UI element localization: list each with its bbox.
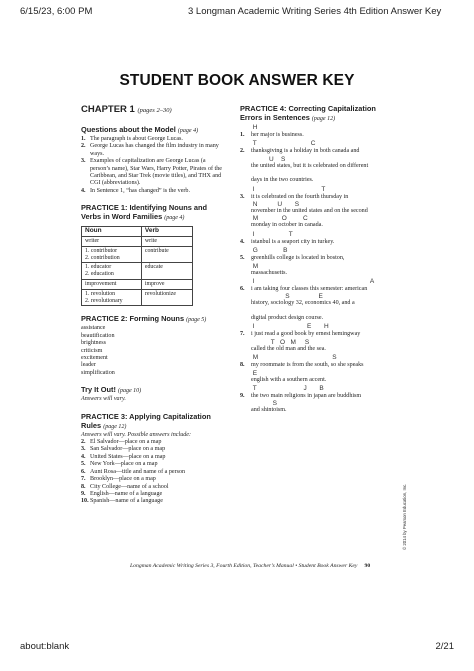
tryit-heading: Try It Out! (page 10): [81, 385, 142, 395]
browser-print-header: [20, 6, 454, 18]
item-number: 10.: [81, 498, 89, 505]
noun-cell: [82, 289, 142, 306]
item-text: Brooklyn—place on a map: [90, 476, 156, 483]
capital-corrections: M S: [251, 354, 337, 362]
print-doc-title: 3 Longman Academic Writing Series 4th Edition Answer Key: [188, 6, 442, 17]
noun-word: simplification: [81, 369, 115, 376]
sentence-line: called the old man and the sea.: [251, 345, 326, 352]
sentence-line: her major is business.: [251, 132, 304, 138]
item-number: 5.: [240, 255, 245, 262]
sentence-line: english with a southern accent.: [251, 376, 327, 383]
item-number: 8.: [81, 483, 86, 490]
sentence-continuation: [251, 339, 400, 353]
capital-corrections: I E H: [251, 323, 329, 331]
list-item: [81, 446, 223, 453]
item-text: San Salvador—place on a map: [90, 446, 166, 453]
print-datetime: 6/15/23, 6:00 PM: [20, 6, 93, 17]
sentence-continuation: [251, 201, 400, 215]
list-item: [81, 484, 223, 491]
item-number: 1.: [240, 132, 245, 138]
noun-word: brightness: [81, 340, 107, 347]
sentence-item: [240, 385, 400, 415]
capital-corrections: G B: [251, 247, 288, 255]
item-number: 2.: [81, 143, 86, 150]
sentence-line: the united states, but it is celebrated on different: [251, 162, 369, 169]
print-page-count: 2/21: [435, 641, 454, 652]
sentence-continuation: [251, 156, 400, 170]
capital-corrections: T J B: [251, 384, 324, 392]
table-row: [82, 289, 193, 306]
capital-corrections: M: [251, 262, 259, 270]
list-item: [81, 188, 223, 195]
cell-line: write: [144, 238, 157, 245]
list-item: [81, 158, 223, 188]
list-item: [81, 454, 223, 461]
item-number: 4.: [81, 187, 86, 194]
sentence-item: [240, 354, 400, 384]
sentence-continuation: [251, 308, 400, 322]
list-item: [81, 143, 223, 158]
practice3-list: [81, 439, 223, 506]
capital-corrections: E: [251, 369, 258, 377]
sentence-continuation: [251, 263, 400, 277]
sentence-line: istanbul is a seaport city in turkey.: [251, 238, 335, 245]
page-number: 90: [364, 563, 371, 569]
item-number: 7.: [81, 476, 86, 483]
verb-cell: [141, 289, 192, 306]
sentence-continuation: [251, 215, 400, 229]
capital-corrections: U S: [251, 155, 286, 163]
practice4-heading: PRACTICE 4: Correcting Capitalization Errors in Sentences (page 12): [240, 104, 376, 122]
questions-list: [81, 136, 223, 195]
verb-cell: [141, 237, 192, 247]
capital-corrections: S: [251, 400, 278, 408]
sentence-line: my roommate is from the south, so she speaks: [251, 362, 364, 369]
verb-cell: [141, 246, 192, 263]
tryit-answer: Answers will vary.: [81, 396, 126, 403]
sentence-continuation: [251, 293, 400, 307]
cell-line: 2. revolutionary: [85, 297, 123, 304]
cell-line: improve: [144, 281, 165, 288]
noun-word: assistance: [81, 325, 106, 332]
browser-print-footer: [20, 641, 454, 653]
capital-corrections: T O M S: [251, 338, 310, 346]
questions-heading: Questions about the Model (page 4): [81, 125, 199, 134]
right-column: [240, 104, 400, 416]
capital-corrections: M O C: [251, 215, 308, 223]
capital-corrections: [251, 170, 400, 177]
table-row: [82, 237, 193, 247]
noun-cell: [82, 263, 142, 280]
cell-line: improvement: [85, 281, 117, 288]
item-text: New York—place on a map: [90, 461, 158, 468]
table-row: [82, 263, 193, 280]
noun-word: criticism: [81, 347, 103, 354]
list-item: [81, 439, 223, 446]
capital-corrections: S E: [251, 293, 323, 301]
chapter-heading: CHAPTER 1 (pages 2–30): [81, 104, 172, 115]
item-number: 3.: [81, 158, 86, 165]
print-url: about:blank: [20, 641, 70, 652]
noun-word: leader: [81, 362, 96, 369]
item-text: English—name of a language: [90, 490, 163, 497]
cell-line: 2. education: [85, 271, 114, 278]
capital-corrections: I T: [251, 185, 326, 193]
sentence-continuation: [251, 400, 400, 414]
list-item: [81, 461, 223, 468]
item-number: 6.: [81, 468, 86, 475]
cell-line: contribute: [144, 247, 169, 254]
cell-line: 1. revolution: [85, 290, 116, 297]
list-item: [81, 476, 223, 483]
sentence-item: [240, 124, 400, 139]
item-number: 5.: [81, 461, 86, 468]
sentence-item: [240, 323, 400, 353]
item-number: 9.: [240, 392, 245, 399]
sentence-continuation: [251, 370, 400, 384]
left-column: [81, 104, 223, 506]
sentence-line: and shintoism.: [251, 407, 287, 414]
item-text: The paragraph is about George Lucas.: [90, 136, 183, 142]
capital-corrections: T C: [251, 140, 316, 148]
sentence-line: massachusetts.: [251, 269, 288, 276]
item-text: United States—place on a map: [90, 453, 166, 460]
item-number: 4.: [240, 238, 245, 245]
cell-line: writer: [85, 238, 100, 245]
copyright-notice: © 2014 by Pearson Education, Inc.: [402, 483, 407, 550]
sentence-line: thanksgiving is a holiday in both canada and: [251, 148, 360, 155]
practice3-note: Answers will vary. Possible answers include:: [81, 431, 192, 438]
item-number: 1.: [81, 136, 86, 142]
noun-cell: [82, 246, 142, 263]
sentence-item: [240, 278, 400, 322]
practice3-heading: PRACTICE 3: Applying Capitalization Rules (page 12): [81, 411, 211, 430]
item-text: El Salvador—place on a map: [90, 439, 162, 446]
list-item: [81, 498, 223, 505]
sentence-line: november in the united states and on the second: [251, 208, 368, 215]
cell-line: 2. contribution: [85, 254, 120, 261]
cell-line: educate: [144, 264, 163, 271]
item-number: 8.: [240, 362, 245, 369]
item-number: 7.: [240, 331, 245, 338]
capital-corrections: I A: [251, 278, 375, 286]
item-number: 4.: [81, 453, 86, 460]
sentence-line: monday in october in canada.: [251, 222, 323, 229]
capital-corrections: N U S: [251, 201, 300, 209]
table-row: [82, 280, 193, 290]
noun-cell: [82, 280, 142, 290]
noun-verb-table: [81, 226, 193, 306]
sentence-item: [240, 140, 400, 184]
table-header-noun: Noun: [82, 227, 142, 237]
item-number: 2.: [240, 148, 245, 155]
capital-corrections: H: [251, 124, 258, 131]
practice1-heading: PRACTICE 1: Identifying Nouns and Verbs in Word Families (page 4): [81, 203, 208, 222]
capital-corrections: [251, 308, 400, 315]
page-footer: Longman Academic Writing Series 3, Fourth Edition, Teacher’s Manual • Student Book Answer Key 90: [130, 563, 371, 569]
item-text: Aunt Rosa—title and name of a person: [90, 468, 186, 475]
sentence-line: days in the two countries.: [251, 177, 314, 184]
item-number: 2.: [81, 439, 86, 446]
item-number: 9.: [81, 490, 86, 497]
sentence-line: i am taking four classes this semester: american: [251, 286, 368, 293]
list-item: [81, 469, 223, 476]
noun-word: excitement: [81, 355, 108, 362]
sentence-line: greenhills college is located in boston,: [251, 255, 345, 262]
sentence-continuation: [251, 170, 400, 184]
noun-word: beautification: [81, 332, 115, 339]
sentence-item: [240, 231, 400, 246]
cell-line: 1. educator: [85, 264, 112, 271]
item-text: Examples of capitalization are George Lucas (a person’s name), Star Wars, Harry Potter, Pirates of the Caribbean, and Star Trek (movie titles), and THX and CGI (abbreviations).: [90, 158, 222, 187]
item-number: 3.: [240, 193, 245, 200]
capital-corrections: I T: [251, 230, 293, 238]
cell-line: 1. contributor: [85, 247, 118, 254]
item-text: In Sentence 1, “has changed” is the verb.: [90, 187, 190, 194]
item-number: 6.: [240, 286, 245, 293]
practice4-list: [240, 124, 400, 415]
sentence-line: it is celebrated on the fourth thursday in: [251, 193, 349, 200]
item-text: City College—name of a school: [90, 483, 169, 490]
table-row: [82, 246, 193, 263]
sentence-item: [240, 247, 400, 277]
sentence-line: history, sociology 32, economics 40, and a: [251, 300, 355, 307]
cell-line: revolutionize: [144, 290, 176, 297]
practice2-list: [81, 325, 223, 377]
sentence-line: digital product design course.: [251, 314, 324, 321]
practice2-heading: PRACTICE 2: Forming Nouns (page 5): [81, 314, 207, 324]
noun-cell: [82, 237, 142, 247]
sentence-line: the two main religions in japan are buddhism: [251, 392, 362, 399]
sentence-line: i just read a good book by ernest hemingway: [251, 331, 361, 338]
item-text: George Lucas has changed the film industry in many ways.: [90, 143, 219, 157]
item-number: 3.: [81, 446, 86, 453]
table-header-verb: Verb: [141, 227, 192, 237]
verb-cell: [141, 263, 192, 280]
verb-cell: [141, 280, 192, 290]
item-text: Spanish—name of a language: [90, 498, 163, 505]
page-title: STUDENT BOOK ANSWER KEY: [119, 72, 355, 89]
sentence-item: [240, 186, 400, 230]
